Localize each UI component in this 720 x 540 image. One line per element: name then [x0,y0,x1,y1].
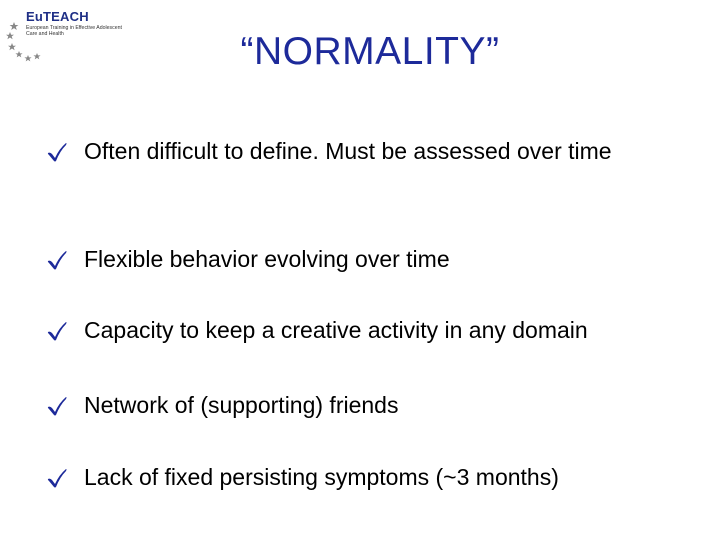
check-icon [46,467,68,489]
logo-subtitle-line-2: Care and Health [26,31,64,37]
slide-title: “NORMALITY” [240,30,500,73]
check-icon [46,395,68,417]
bullet-text: Network of (supporting) friends [84,392,399,418]
bullet-text: Lack of fixed persisting symptoms (~3 months) [84,464,559,490]
bullet-text: Flexible behavior evolving over time [84,246,450,272]
bullet-text: Often difficult to define. Must be assessed over time [84,138,612,164]
logo-subtitle-line-1: European Training in Effective Adolescent [26,25,122,31]
check-icon [46,320,68,342]
bullet-text: Capacity to keep a creative activity in any domain [84,317,588,343]
check-icon [46,249,68,271]
check-icon [46,141,68,163]
logo-name: EuTEACH [26,9,89,24]
